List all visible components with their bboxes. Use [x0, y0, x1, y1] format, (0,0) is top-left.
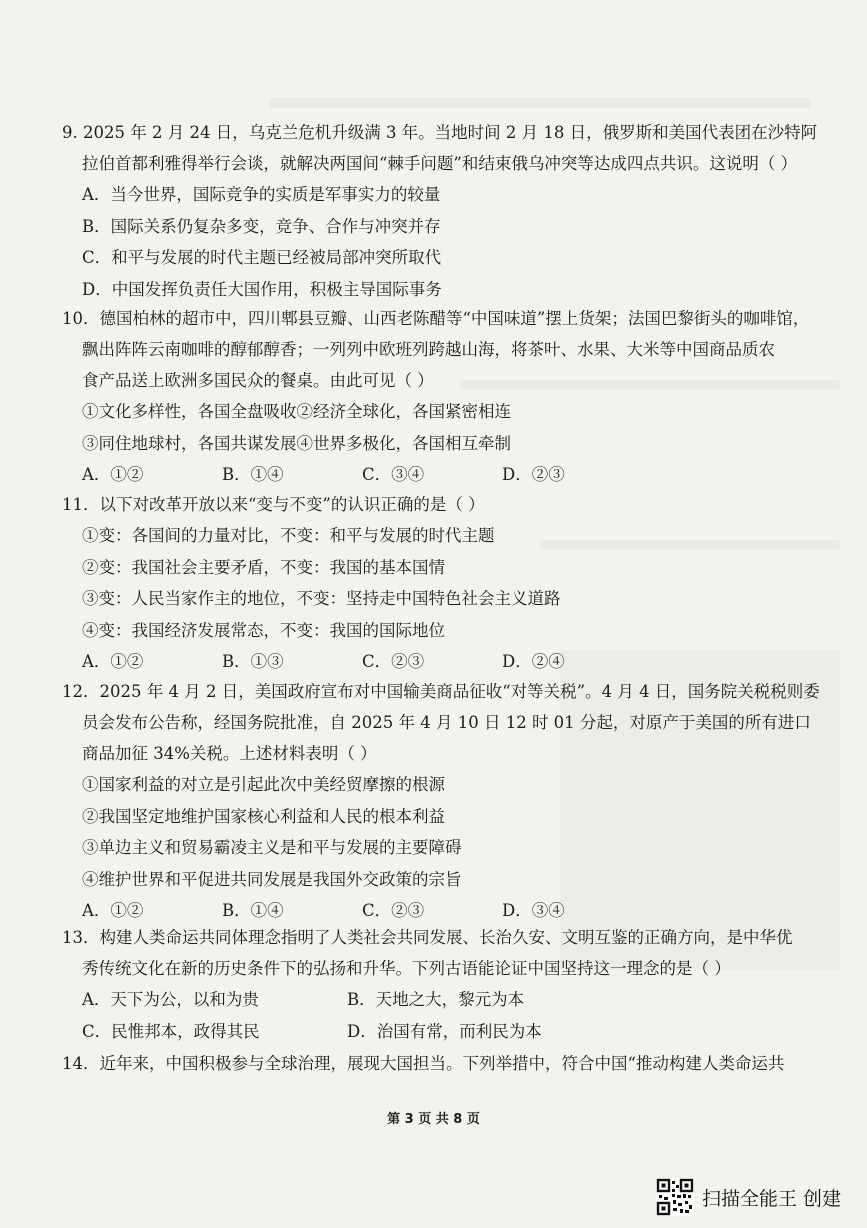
question-stem: 12．2025 年 4 月 2 日，美国政府宣布对中国输美商品征收“对等关税”。4 月 4 日，国务院关税税则委 员会发布公告称，经国务院批准，自 2025 年 4 月 10 日 12 时 01 分起，对原产于美国的所有进口 商品加征 34%关税。上述材料表明（ ） [62, 682, 820, 763]
statement-line: ②变：我国社会主要矛盾，不变：我国的基本国情 [82, 557, 445, 577]
choice-a: A．①② [82, 901, 144, 920]
question-12 [62, 676, 822, 926]
question-11 [62, 489, 822, 677]
option-a: A．当今世界，国际竞争的实质是军事实力的较量 [82, 185, 441, 204]
choice-b: B．①④ [222, 465, 284, 484]
statement-line: ③同住地球村，各国共谋发展④世界多极化，各国相互牵制 [82, 433, 511, 453]
choice-c: C．②③ [362, 901, 425, 920]
choice-b: B．天地之大，黎元为本 [347, 990, 525, 1009]
question-9 [62, 117, 822, 305]
statement-line: ①文化多样性，各国全盘吸收②经济全球化，各国紧密相连 [82, 402, 511, 421]
choice-c: C．民惟邦本，政得其民 [82, 1021, 260, 1041]
choice-a: A．①② [82, 652, 144, 671]
question-stem: 11．以下对改革开放以来“变与不变”的认识正确的是（ ） [62, 495, 485, 514]
statement-line: ②我国坚定地维护国家核心利益和人民的根本利益 [82, 806, 445, 826]
choice-c: C．②③ [362, 652, 425, 671]
answer-choices [62, 459, 822, 490]
choice-b: B．①④ [222, 901, 284, 920]
statement-line: ①变：各国间的力量对比，不变：和平与发展的时代主题 [82, 526, 495, 545]
question-stem: 9. 2025 年 2 月 24 日，乌克兰危机升级满 3 年。当地时间 2 月 18 日，俄罗斯和美国代表团在沙特阿 拉伯首都利雅得举行会谈，就解决两国间“棘手问题”和结束俄乌冲突等达成四点共识。这说明（ ） [62, 123, 818, 173]
option-c: C．和平与发展的时代主题已经被局部冲突所取代 [82, 248, 442, 267]
statement-line: ④维护世界和平促进共同发展是我国外交政策的宗旨 [82, 869, 462, 889]
watermark-text: 扫描全能王 创建 [701, 1187, 841, 1210]
option-d: D．中国发挥负责任大国作用，积极主导国际事务 [82, 279, 442, 299]
statement-line: ①国家利益的对立是引起此次中美经贸摩擦的根源 [82, 775, 445, 794]
choice-d: D．治国有常，而利民为本 [347, 1021, 542, 1041]
question-13 [62, 922, 822, 1047]
choice-a: A．①② [82, 465, 144, 484]
choice-d: D．②④ [502, 652, 565, 671]
choice-d: D．③④ [502, 901, 565, 920]
choice-d: D．②③ [502, 465, 565, 484]
answer-choices [62, 646, 822, 677]
option-b: B．国际关系仍复杂多变，竞争、合作与冲突并存 [82, 216, 441, 236]
question-10 [62, 303, 822, 490]
question-14 [62, 1048, 822, 1079]
page-number: 第 3 页 共 8 页 [387, 1112, 480, 1127]
choice-b: B．①③ [222, 652, 284, 671]
answer-row [62, 1016, 822, 1048]
bleed-through-mark [270, 98, 810, 108]
statement-line: ④变：我国经济发展常态，不变：我国的国际地位 [82, 620, 445, 640]
choice-a: A．天下为公，以和为贵 [82, 990, 259, 1009]
choice-c: C．③④ [362, 465, 425, 484]
qr-code-icon [656, 1178, 694, 1216]
scanner-watermark [656, 1178, 841, 1216]
answer-row [62, 984, 822, 1016]
question-stem: 10．德国柏林的超市中，四川郫县豆瓣、山西老陈醋等“中国味道”摆上货架；法国巴黎街头的咖啡馆， 飘出阵阵云南咖啡的醇郁醇香；一列列中欧班列跨越山海，将茶叶、水果、大米等中国商品质农 食产品送上欧洲多国民众的餐桌。由此可见（ ） [62, 309, 810, 390]
statement-line: ③单边主义和贸易霸凌主义是和平与发展的主要障碍 [82, 838, 462, 857]
question-stem: 13．构建人类命运共同体理念指明了人类社会共同发展、长治久安、文明互鉴的正确方向，是中华优 秀传统文化在新的历史条件下的弘扬和升华。下列古语能论证中国坚持这一理念的是（ ） [62, 928, 793, 978]
statement-line: ③变：人民当家作主的地位，不变：坚持走中国特色社会主义道路 [82, 589, 561, 608]
question-stem: 14．近年来，中国积极参与全球治理，展现大国担当。下列举措中，符合中国“推动构建人类命运共 [62, 1054, 785, 1073]
